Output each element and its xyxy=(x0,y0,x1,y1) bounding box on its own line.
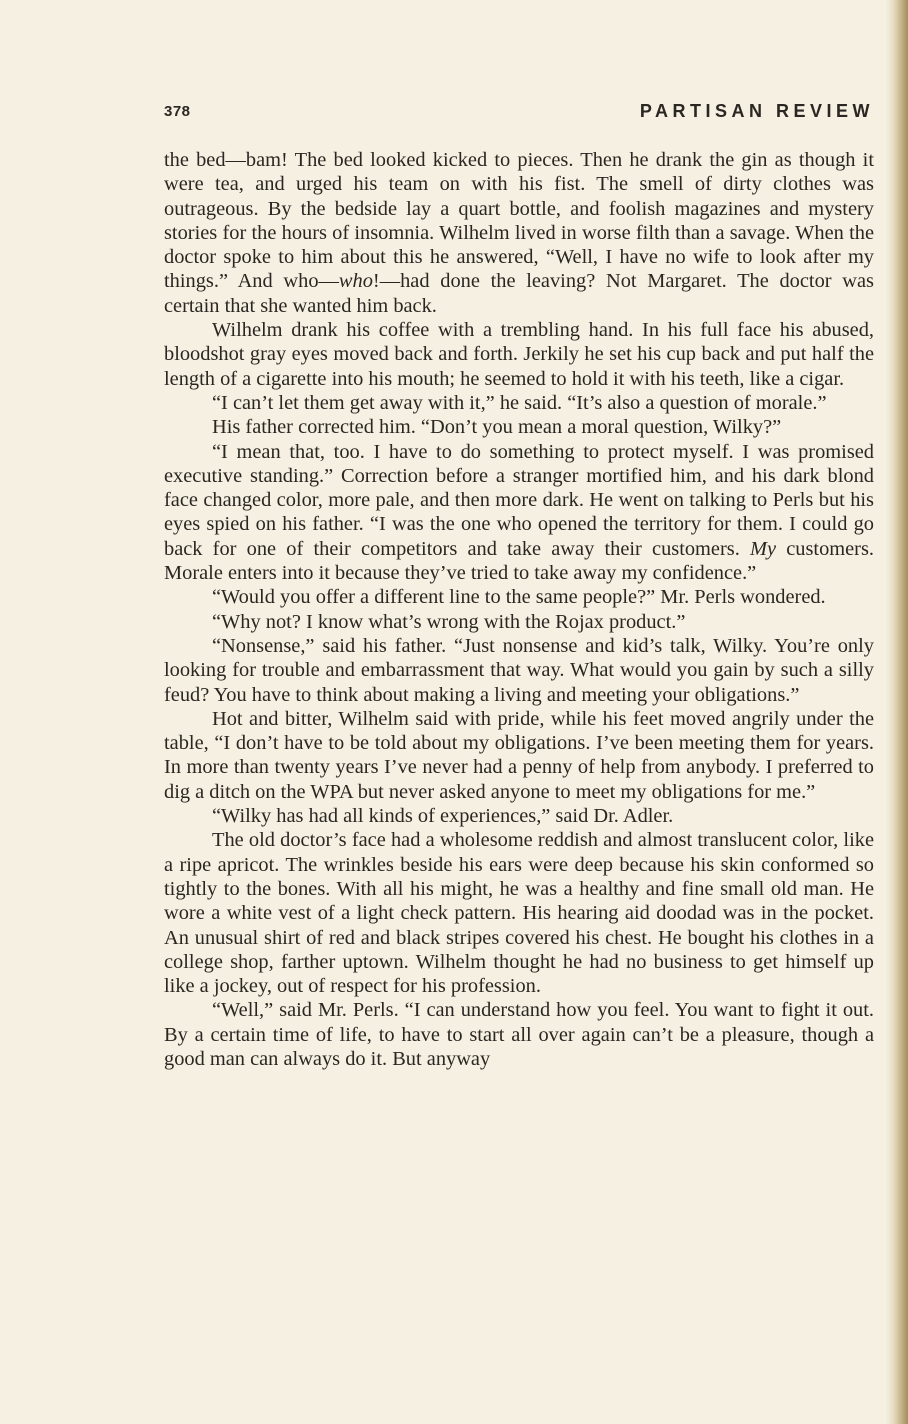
page-gutter-shadow xyxy=(886,0,908,1424)
page-number: 378 xyxy=(164,103,191,120)
paragraph-5 xyxy=(164,440,874,586)
paragraph-5-italic: My xyxy=(749,537,777,560)
paragraph-2: Wilhelm drank his coffee with a trembling hand. In his full face his abused, bloodshot gray eyes moved back and forth. Jerkily he set his cup back and put half the length of a cigarette into his mouth; he seemed to hold it with his teeth, like a cigar. xyxy=(164,319,874,390)
paragraph-1 xyxy=(164,148,874,318)
paragraph-10: “Wilky has had all kinds of experiences,” said Dr. Adler. xyxy=(212,805,674,828)
body-text xyxy=(164,148,874,1071)
paragraph-1-text-after: !—had done the leaving? Not Margaret. The doctor was certain that she wanted him back. xyxy=(164,270,874,317)
paragraph-5-text-after: customers. Morale enters into it because they’ve tried to take away my confidence.” xyxy=(164,537,874,585)
paragraph-11: The old doctor’s face had a wholesome reddish and almost translucent color, like a ripe apricot. The wrinkles beside his ears were deep because his skin conformed so tightly to the bones. With all his might, he was a healthy and fine small old man. He wore a white vest of a light check pattern. His hearing aid doodad was in the pocket. An unusual shirt of red and black stripes covered his chest. He bought his clothes in a college shop, farther uptown. Wilhelm thought he had no business to get himself up like a jockey, out of respect for his profession. xyxy=(164,829,874,998)
paragraph-6: “Would you offer a different line to the same people?” Mr. Perls wondered. xyxy=(212,586,826,609)
paragraph-9: Hot and bitter, Wilhelm said with pride, while his feet moved angrily under the table, “I don’t have to be told about my obligations. I’ve been meeting them for years. In more than twenty years I’ve never had a penny of help from anybody. I preferred to dig a ditch on the WPA but never asked anyone to meet my obligations for me.” xyxy=(164,707,874,803)
paragraph-5-text: “I mean that, too. I have to do something to protect myself. I was promised executive standing.” Correction before a stranger mortified him, and his dark blond face changed color, more pale, and then more dark. He went on talking to Perls but his eyes spied on his father. “I was the one who opened the territory for them. I could go back for one of their competitors and take away their customers. xyxy=(164,440,874,560)
running-head xyxy=(164,101,874,125)
paragraph-4: His father corrected him. “Don’t you mean a moral question, Wilky?” xyxy=(212,416,782,439)
paragraph-12: “Well,” said Mr. Perls. “I can understand how you feel. You want to fight it out. By a certain time of life, to have to start all over again can’t be a pleasure, though a good man can always do it. But anyway xyxy=(164,999,874,1070)
journal-title: PARTISAN REVIEW xyxy=(639,101,874,121)
paragraph-1-text: the bed—bam! The bed looked kicked to pieces. Then he drank the gin as though it were tea, and urged his team on with his fist. The smell of dirty clothes was outrageous. By the bedside lay a quart bottle, and foolish magazines and mystery stories for the hours of insomnia. Wilhelm lived in worse filth than a savage. When the doctor spoke to him about this he answered, “Well, I have no wife to look after my things.” And who— xyxy=(164,149,874,293)
paragraph-7: “Why not? I know what’s wrong with the Rojax product.” xyxy=(212,610,686,633)
paragraph-1-italic: who xyxy=(338,270,373,293)
paragraph-3: “I can’t let them get away with it,” he said. “It’s also a question of morale.” xyxy=(212,391,827,414)
paragraph-8: “Nonsense,” said his father. “Just nonsense and kid’s talk, Wilky. You’re only looking for trouble and embarrassment that way. What would you gain by such a silly feud? You have to think about making a living and meeting your obligations.” xyxy=(164,634,874,706)
